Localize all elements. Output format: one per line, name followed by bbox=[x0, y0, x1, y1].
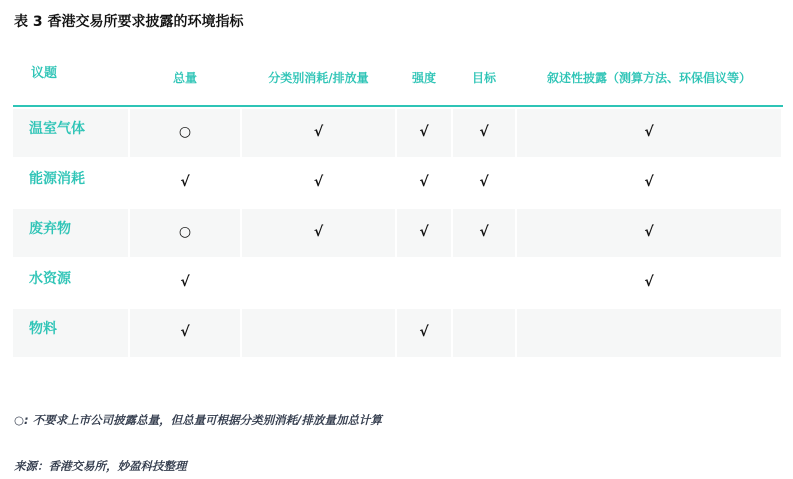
header-by-category: 分类别消耗/排放量 bbox=[268, 71, 369, 85]
environment-indicators-table bbox=[13, 50, 783, 357]
row-label: 废弃物 bbox=[13, 209, 128, 257]
table-cell: √ bbox=[644, 124, 654, 140]
table-cell: ○ bbox=[178, 224, 192, 240]
table-cell: √ bbox=[644, 174, 654, 190]
table-row bbox=[13, 159, 783, 207]
footnote: ○: 不要求上市公司披露总量，但总量可根据分类别消耗/排放量加总计算 bbox=[14, 413, 382, 427]
header-topic: 议题 bbox=[31, 66, 58, 81]
table-cell: √ bbox=[313, 124, 324, 140]
table-cell: √ bbox=[180, 274, 190, 290]
source-note: 来源：香港交易所，妙盈科技整理 bbox=[14, 459, 187, 473]
table-cell: √ bbox=[419, 124, 429, 140]
table-cell: √ bbox=[644, 274, 654, 290]
header-intensity: 强度 bbox=[411, 71, 436, 85]
table-cell: √ bbox=[313, 224, 324, 240]
table-cell: √ bbox=[419, 174, 429, 190]
table-cell: √ bbox=[419, 224, 429, 240]
row-label: 能源消耗 bbox=[29, 171, 85, 187]
table-cell: √ bbox=[419, 324, 429, 340]
table-cell: ○ bbox=[178, 124, 192, 140]
table-header-row bbox=[13, 50, 783, 107]
header-narrative: 叙述性披露（测算方法、环保倡议等） bbox=[546, 71, 751, 85]
row-label: 水资源 bbox=[29, 271, 71, 287]
table-row bbox=[13, 309, 783, 357]
row-label: 温室气体 bbox=[13, 109, 128, 157]
table-row bbox=[13, 209, 783, 257]
table-cell: √ bbox=[479, 124, 489, 140]
row-label: 物料 bbox=[13, 309, 128, 357]
table-row bbox=[13, 109, 783, 157]
table-cell: √ bbox=[180, 324, 190, 340]
table-cell: √ bbox=[313, 174, 324, 190]
table-title: 表 3 香港交易所要求披露的环境指标 bbox=[14, 14, 244, 30]
header-total: 总量 bbox=[172, 71, 197, 85]
header-target: 目标 bbox=[471, 71, 496, 85]
table-cell: √ bbox=[644, 224, 654, 240]
table-cell: √ bbox=[180, 174, 190, 190]
table-row bbox=[13, 259, 783, 307]
table-cell: √ bbox=[479, 174, 489, 190]
table-cell: √ bbox=[479, 224, 489, 240]
